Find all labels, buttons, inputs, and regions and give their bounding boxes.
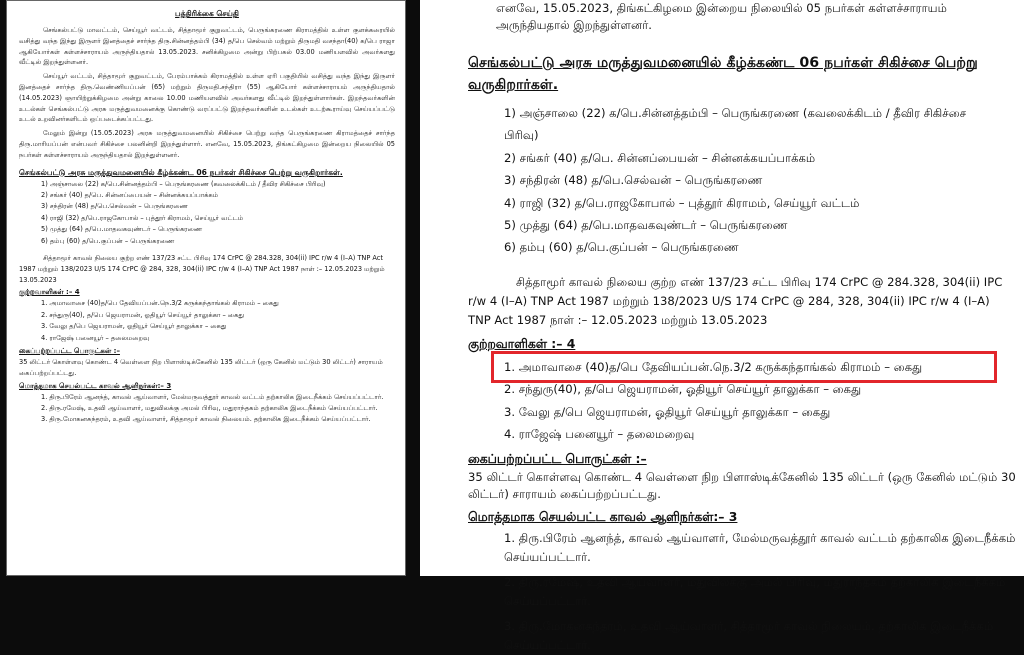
list-item: 3. திரு.மோகனசுந்தரம், உதவி ஆய்வாளர், சித்தாமூர் காவல் நிலையம். தற்காலிக இடைநீக்கம் செய்யப்பட்டார்.: [504, 619, 994, 653]
seized-heading: கைப்பற்றப்பட்ட பொருட்கள் :–: [468, 451, 647, 467]
list-item: 5) முத்து (64) த/பெ.மாதவகவுண்டர் – பெருங்கரணை: [41, 225, 203, 234]
officers-list: [19, 392, 395, 426]
list-item: 2. சந்துரு(40), த/பெ ஜெயராமன், ஓதியூர் செய்யூர் தாலுக்கா – கைது: [41, 310, 245, 319]
list-item: 2. சந்துரு(40), த/பெ ஜெயராமன், ஓதியூர் செய்யூர் தாலுக்கா – கைது: [504, 382, 862, 397]
list-item: 1. திரு.பிரேம் ஆனந்த், காவல் ஆய்வாளர், மேல்மருவத்தூர் காவல் வட்டம் தற்காலிக இடைநீக்கம் செய்யப்பட்டார்.: [504, 531, 1016, 565]
seized-heading: கைப்பற்றப்பட்ட பொருட்கள் :–: [19, 347, 120, 356]
list-item: 6) தம்பு (60) த/பெ.குப்பன் – பெருங்கரணை: [41, 236, 175, 245]
seized-details: 35 லிட்டர் கொள்ளவு கொண்ட 4 வெள்ளை நிற பிளாஸ்டிக்கேனில் 135 லிட்டர் (ஒரு கேனில் மட்டும் 30 லிட்டர்) சாராயம் கைப்பற்றப்பட்டது.: [19, 358, 383, 377]
list-item: 3. திரு.மோகனசுந்தரம், உதவி ஆய்வாளர், சித்தாமூர் காவல் நிலையம். தற்காலிக இடைநீக்கம் செய்யப்பட்டார்.: [41, 415, 371, 424]
officers-list: [504, 529, 1020, 655]
list-item: 6) தம்பு (60) த/பெ.குப்பன் – பெருங்கரணை: [504, 240, 739, 255]
list-item: 4. ராஜேஷ் பனையூர் – தலைமறைவு: [41, 333, 150, 342]
fir-details: சித்தாமூர் காவல் நிலைய குற்ற எண் 137/23 சட்ட பிரிவு 174 CrPC @ 284.328, 304(ii) IPC r/w 4 (I–A) TNP Act 1987 மற்றும் 138/2023 U/S 174 CrPC @ 284, 328, 304(ii) IPC r/w 4 (I–A) TNP Act 1987 நாள் :– 12.05.2023 மற்றும் 13.05.2023: [468, 274, 1003, 327]
seized-details: 35 லிட்டர் கொள்ளவு கொண்ட 4 வெள்ளை நிற பிளாஸ்டிக்கேனில் 135 லிட்டர் (ஒரு கேனில் மட்டும் 30 லிட்டர்) சாராயம் கைப்பற்றப்பட்டது.: [468, 470, 1016, 502]
list-item: 5) முத்து (64) த/பெ.மாதவகவுண்டர் – பெருங்கரணை: [504, 218, 788, 233]
list-item: 1. திரு.பிரேம் ஆனந்த், காவல் ஆய்வாளர், மேல்மருவத்தூர் காவல் வட்டம் தற்காலிக இடைநீக்கம் செய்யப்பட்டார்.: [41, 392, 384, 401]
list-item: 4. ராஜேஷ் பனையூர் – தலைமறைவு: [504, 427, 695, 442]
officers-heading: மொத்தமாக செயல்பட்ட காவல் ஆளிநர்கள்:– 3: [468, 509, 738, 525]
paragraph-1: செங்கல்பட்டு மாவட்டம், செய்யூர் வட்டம், சித்தாமூர் குறுவட்டம், பெருங்கரணை கிராமத்தில் உள்ள குளக்கரையில் வசித்து வந்த இந்து இருளர் இனத்தைச் சார்ந்த திரு.சின்னத்தம்பி (34) த/பெ செல்வம் மற்றும் திருமதி வசந்தா(40) க/பெ ராஜா ஆகியோர்கள் கள்ளச்சாராயம் அருந்தியதால் 13.05.2023. சனிக்கிழமை அன்று பிற்பகல் 03.00 மணியளவில் அவர்களது வீட்டில் இறந்துள்ளனர்.: [19, 26, 395, 67]
patients-heading: செங்கல்பட்டு அரசு மருத்துவமனையில் கீழ்க்கண்ட 06 நபர்கள் சிகிச்சை பெற்று வருகிறார்கள்.: [468, 55, 978, 93]
patients-list: [19, 179, 395, 247]
highlighted-accused-row: 1. அமாவாசை (40)த/பெ தேவியப்பன்.நெ.3/2 கருக்கந்தாங்கல் கிராமம் – கைது: [496, 356, 992, 378]
press-release-title: பத்திரிக்கை செய்தி: [175, 9, 239, 18]
list-item: 1) அஞ்சாலை (22) க/பெ.சின்னத்தம்பி – பெருங்கரணை (கவலைக்கிடம் / தீவிர சிகிச்சை: [504, 106, 967, 120]
list-item: 2. திரு.ரமேஷ், உதவி ஆய்வாளர், மதுவிலக்கு அமல் பிரிவு, மதுராந்தகம் தற்காலிக இடைநீக்கம் செய்யப்பட்டார்.: [504, 575, 1006, 609]
top-line-1: எனவே, 15.05.2023, திங்கட்கிழமை இன்றைய நிலையில் 05 நபர்கள் கள்ளச்சாராயம்: [496, 1, 947, 15]
list-item: 3) சந்திரன் (48) த/பெ.செல்வன் – பெருங்கரணை: [504, 173, 763, 188]
accused-heading: குற்றவாளிகள் :– 4: [468, 335, 576, 351]
accused-list: [19, 298, 395, 344]
paragraph-3: மேலும் இன்று (15.05.2023) அரசு மருத்துவமனையில் சிகிச்சை பெற்று வந்த பெருங்கரணை கிராமத்தைச் சார்ந்த திரு.மாரியப்பன் என்பவர் சிகிச்சை பலனின்றி இறந்துள்ளார். எனவே, 15.05.2023, திங்கட்கிழமை இன்றைய நிலையில் 05 நபர்கள் கள்ளச்சாராயம் அருந்தியதால் இறந்துள்ளனர்.: [19, 129, 395, 159]
officers-heading: மொத்தமாக செயல்பட்ட காவல் ஆளிநர்கள்:– 3: [19, 381, 172, 390]
list-item: 3) சந்திரன் (48) த/பெ.செல்வன் – பெருங்கரணை: [41, 202, 188, 211]
paragraph-2: செய்யூர் வட்டம், சித்தாமூர் குறுவட்டம், பேரம்பாக்கம் கிராமத்தில் உள்ள ஏரி பகுதியில் வசித்து வந்த இந்து இருளர் இனத்தைச் சார்ந்த திரு.வெண்ணியப்பன் (65) மற்றும் திருமதி.சந்திரா (55) ஆகியோர் கள்ளச்சாராயம் அருந்தியதால் (14.05.2023) ஞாயிற்றுக்கிழமை அன்று காலை 10.00 மணியளவில் அவர்களது வீட்டில் இறந்துள்ளார்கள். இறந்தவர்களின் உடல்கள் செங்கல்பட்டு அரசு மருத்துவமனைக்கு கொண்டு வரப்பட்டு இறந்தவர்களின் உடல்கள் உடற்கூராய்வு செய்யப்பட்டு உடல் உறவினர்களிடம் ஒப்படைக்கப்பட்டது.: [19, 72, 395, 124]
patients-heading: செங்கல்பட்டு அரசு மருத்துவமனையில் கீழ்க்கண்ட 06 நபர்கள் சிகிச்சை பெற்று வருகிறார்கள்.: [19, 167, 343, 177]
list-item: 1. அமாவாசை (40)த/பெ தேவியப்பன்.நெ.3/2 கருக்கந்தாங்கல் கிராமம் – கைது: [41, 299, 279, 308]
top-line-2: அருந்தியதால் இறந்துள்ளனர்.: [496, 18, 652, 32]
press-release-page-left: [6, 0, 406, 576]
list-item: 2. திரு.ரமேஷ், உதவி ஆய்வாளர், மதுவிலக்கு அமல் பிரிவு, மதுராந்தகம் தற்காலிக இடைநீக்கம் செய்யப்பட்டார்.: [41, 404, 378, 413]
list-item: 2) சங்கர் (40) த/பெ. சின்னப்பையன் – சின்னக்கயப்பாக்கம்: [504, 150, 816, 165]
list-item: 4) ராஜி (32) த/பெ.ராஜகோபால் – புத்தூர் கிராமம், செய்யூர் வட்டம்: [41, 213, 244, 222]
patients-list: [504, 102, 1024, 259]
fir-details: சித்தாமூர் காவல் நிலைய குற்ற எண் 137/23 சட்ட பிரிவு 174 CrPC @ 284.328, 304(ii) IPC r/w 4 (I–A) TNP Act 1987 மற்றும் 138/2023 U/S 174 CrPC @ 284, 328, 304(ii) IPC r/w 4 (I–A) TNP Act 1987 நாள் :– 12.05.2023 மற்றும் 13.05.2023: [19, 254, 385, 284]
accused-heading: குற்றவாளிகள் :– 4: [19, 288, 80, 297]
list-item: 1) அஞ்சாலை (22) க/பெ.சின்னத்தம்பி – பெருங்கரணை (கவலைக்கிடம் / தீவிர சிகிச்சை பிரிவு): [41, 179, 326, 188]
list-item: 3. வேலு த/பெ ஜெயராமன், ஓதியூர் செய்யூர் தாலுக்கா – கைது: [41, 322, 227, 331]
list-item: 4) ராஜி (32) த/பெ.ராஜகோபால் – புத்தூர் கிராமம், செய்யூர் வட்டம்: [504, 195, 860, 210]
list-item: 2) சங்கர் (40) த/பெ. சின்னப்பையன் – சின்னக்கயப்பாக்கம்: [41, 190, 219, 199]
list-item: 3. வேலு த/பெ ஜெயராமன், ஓதியூர் செய்யூர் தாலுக்கா – கைது: [504, 404, 831, 419]
accused-list: [504, 356, 1024, 446]
press-release-page-zoomed: [420, 0, 1024, 653]
list-item: பிரிவு): [504, 128, 539, 143]
